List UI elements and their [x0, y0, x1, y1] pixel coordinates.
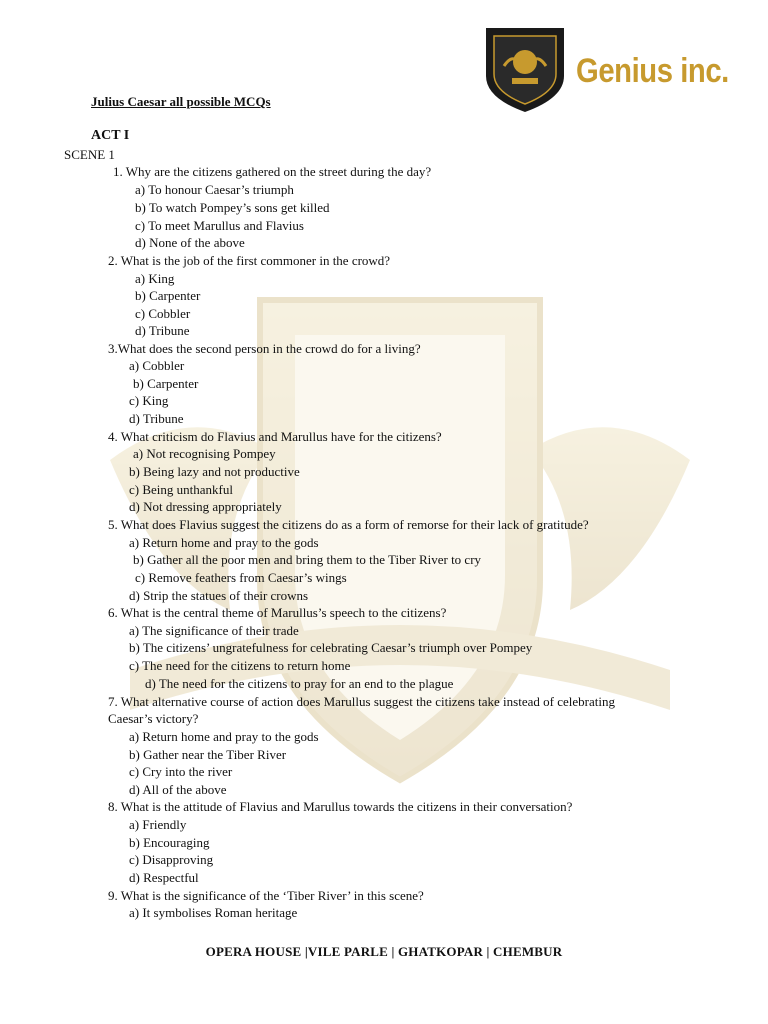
option-8c: c) Disapproving: [129, 852, 214, 867]
question-8: 8. What is the attitude of Flavius and Marullus towards the citizens in their conversation?: [108, 799, 573, 814]
option-3a: a) Cobbler: [129, 358, 185, 373]
option-6c: c) The need for the citizens to return home: [129, 658, 351, 673]
option-2d: d) Tribune: [135, 323, 190, 338]
option-7c: c) Cry into the river: [129, 764, 233, 779]
question-4: 4. What criticism do Flavius and Marullus have for the citizens?: [108, 429, 442, 444]
brand-logo: [482, 26, 738, 114]
option-6a: a) The significance of their trade: [129, 623, 299, 638]
question-1: 1. Why are the citizens gathered on the street during the day?: [113, 164, 432, 179]
shield-crest-icon: [482, 26, 568, 114]
option-8b: b) Encouraging: [129, 835, 210, 850]
option-2b: b) Carpenter: [135, 288, 201, 303]
option-9a: a) It symbolises Roman heritage: [129, 905, 298, 920]
option-4d: d) Not dressing appropriately: [129, 499, 282, 514]
question-9: 9. What is the significance of the ‘Tiber River’ in this scene?: [108, 888, 424, 903]
question-5: 5. What does Flavius suggest the citizens do as a form of remorse for their lack of gratitude?: [108, 517, 589, 532]
option-5c: c) Remove feathers from Caesar’s wings: [135, 570, 347, 585]
option-8d: d) Respectful: [129, 870, 199, 885]
document-title: Julius Caesar all possible MCQs: [91, 94, 271, 109]
option-5d: d) Strip the statues of their crowns: [129, 588, 309, 603]
option-6d: d) The need for the citizens to pray for an end to the plague: [145, 676, 454, 691]
option-7a: a) Return home and pray to the gods: [129, 729, 319, 744]
question-2: 2. What is the job of the first commoner in the crowd?: [108, 253, 391, 268]
question-7: 7. What alternative course of action does Marullus suggest the citizens take instead of celebrating: [108, 694, 615, 709]
option-5b: b) Gather all the poor men and bring them to the Tiber River to cry: [133, 552, 482, 567]
act-heading: ACT I: [91, 128, 130, 143]
option-5a: a) Return home and pray to the gods: [129, 535, 319, 550]
option-1d: d) None of the above: [135, 235, 245, 250]
option-3b: b) Carpenter: [133, 376, 199, 391]
question-3: 3.What does the second person in the crowd do for a living?: [108, 341, 421, 356]
option-4b: b) Being lazy and not productive: [129, 464, 300, 479]
option-1b: b) To watch Pompey’s sons get killed: [135, 200, 330, 215]
option-7b: b) Gather near the Tiber River: [129, 747, 287, 762]
option-2a: a) King: [135, 271, 175, 286]
option-3c: c) King: [129, 393, 169, 408]
option-7d: d) All of the above: [129, 782, 227, 797]
question-6: 6. What is the central theme of Marullus’s speech to the citizens?: [108, 605, 447, 620]
option-4c: c) Being unthankful: [129, 482, 233, 497]
option-6b: b) The citizens’ ungratefulness for celebrating Caesar’s triumph over Pompey: [129, 640, 533, 655]
option-3d: d) Tribune: [129, 411, 184, 426]
option-8a: a) Friendly: [129, 817, 187, 832]
footer-locations: OPERA HOUSE |VILE PARLE | GHATKOPAR | CHEMBUR: [205, 944, 563, 959]
option-2c: c) Cobbler: [135, 306, 191, 321]
brand-name: Genius inc.: [576, 52, 729, 90]
scene-heading: SCENE 1: [64, 147, 115, 162]
question-7-continued: Caesar’s victory?: [108, 711, 199, 726]
option-1c: c) To meet Marullus and Flavius: [135, 218, 304, 233]
option-1a: a) To honour Caesar’s triumph: [135, 182, 294, 197]
option-4a: a) Not recognising Pompey: [133, 446, 276, 461]
